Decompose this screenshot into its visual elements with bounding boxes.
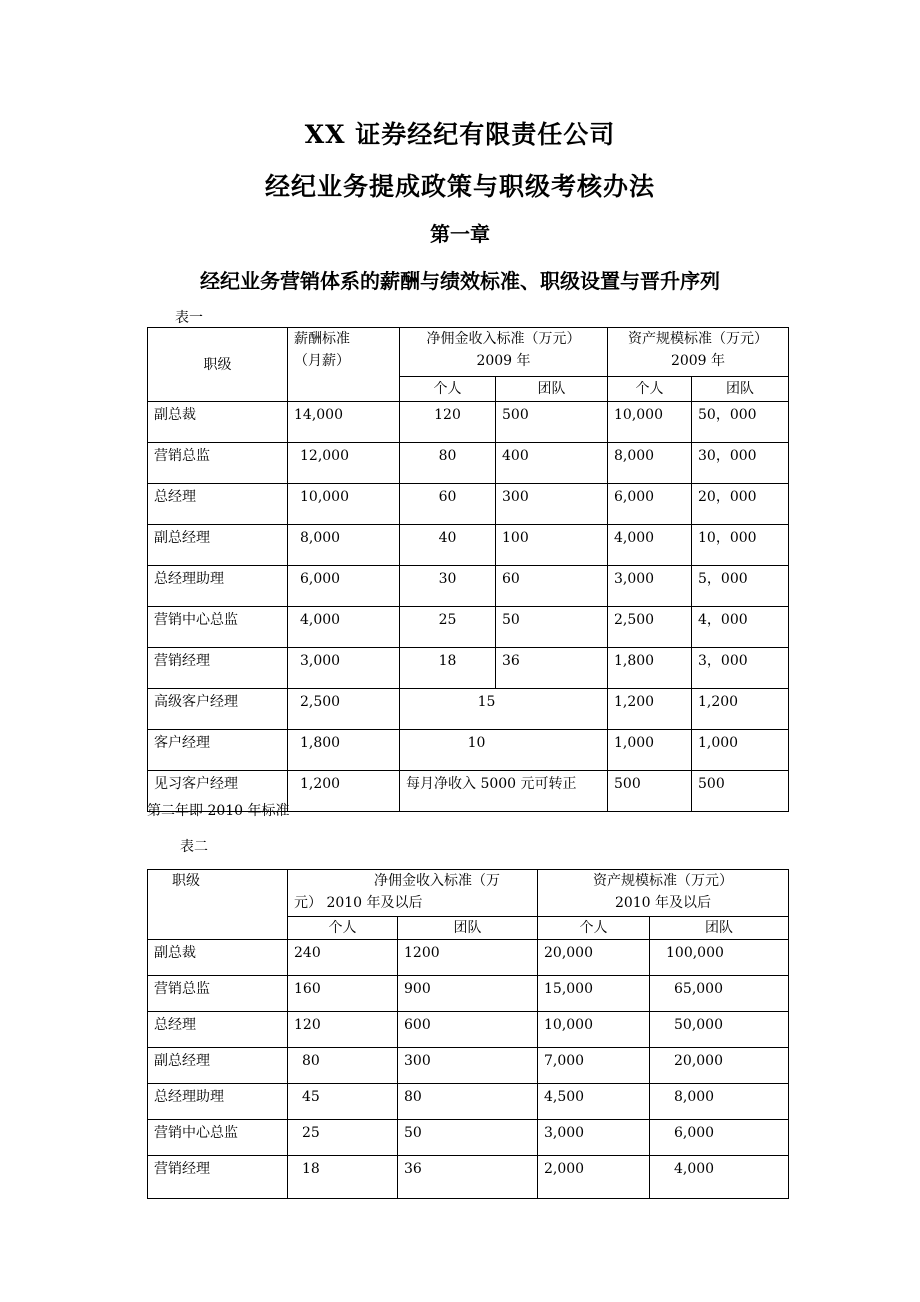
comm-team-cell: 600 [398,1012,538,1048]
asset-team-cell: 65,000 [650,976,789,1012]
comm-personal-cell: 160 [288,976,398,1012]
table-row [148,607,789,648]
comm-personal-cell: 120 [400,402,496,443]
table1-header-asset-line1: 资产规模标准（万元） [628,331,768,347]
comm-personal-cell: 25 [400,607,496,648]
asset-personal-cell: 2,500 [608,607,692,648]
rank-cell: 副总裁 [148,402,288,443]
comm-personal-cell: 80 [400,443,496,484]
salary-cell: 14,000 [288,402,400,443]
commission-merged-cell: 每月净收入 5000 元可转正 [400,771,608,812]
table-row [148,443,789,484]
rank-cell: 副总裁 [148,940,288,976]
table-row [148,484,789,525]
commission-merged-cell: 15 [400,689,608,730]
asset-team-cell: 8,000 [650,1084,789,1120]
rank-cell: 客户经理 [148,730,288,771]
table1-footnote: 第二年即 2010 年标准 [147,803,290,819]
asset-team-cell: 500 [692,771,789,812]
rank-cell: 营销中心总监 [148,607,288,648]
comm-team-cell: 36 [398,1156,538,1199]
table1-header-rank: 职级 [148,328,288,402]
asset-personal-cell: 1,200 [608,689,692,730]
table1-header-asset [608,328,789,377]
table1-header-comm-personal: 个人 [400,377,496,402]
comm-personal-cell: 45 [288,1084,398,1120]
commission-merged-cell: 10 [400,730,608,771]
asset-personal-cell: 6,000 [608,484,692,525]
rank-cell: 副总经理 [148,1048,288,1084]
table-row [148,1048,789,1084]
comm-team-cell: 300 [398,1048,538,1084]
table-row [148,566,789,607]
table-row [148,402,789,443]
table2-header-asset-team: 团队 [650,917,789,940]
comm-team-cell: 500 [496,402,608,443]
table-row [148,525,789,566]
rank-cell: 营销中心总监 [148,1120,288,1156]
table-row [148,648,789,689]
table2-header-comm-team: 团队 [398,917,538,940]
table-row [148,730,789,771]
table2-header-rank: 职级 [148,870,288,940]
rank-cell: 总经理 [148,1012,288,1048]
table2-header-commission [288,870,538,917]
asset-personal-cell: 1,000 [608,730,692,771]
table2-header-asset-line2: 2010 年及以后 [614,895,712,911]
salary-cell: 10,000 [288,484,400,525]
table2-header-commission-line2: 元） 2010 年及以后 [294,895,423,911]
rank-cell: 见习客户经理 [148,771,288,812]
rank-cell: 营销总监 [148,976,288,1012]
table2-header-asset-line1: 资产规模标准（万元） [593,873,733,889]
rank-cell: 总经理 [148,484,288,525]
comm-team-cell: 50 [398,1120,538,1156]
salary-cell: 12,000 [288,443,400,484]
asset-personal-cell: 15,000 [538,976,650,1012]
rank-cell: 高级客户经理 [148,689,288,730]
asset-personal-cell: 4,000 [608,525,692,566]
table1-header-salary [288,328,400,402]
asset-personal-cell: 20,000 [538,940,650,976]
salary-cell: 2,500 [288,689,400,730]
table1-header-commission-line2: 2009 年 [476,353,531,369]
table-row [148,1156,789,1199]
asset-personal-cell: 8,000 [608,443,692,484]
table1-header-commission-line1: 净佣金收入标准（万元） [426,331,581,347]
asset-team-cell: 20，000 [692,484,789,525]
comm-team-cell: 300 [496,484,608,525]
table1-header-asset-team: 团队 [692,377,789,402]
asset-team-cell: 3，000 [692,648,789,689]
table-row [148,940,789,976]
comm-team-cell: 400 [496,443,608,484]
comm-team-cell: 1200 [398,940,538,976]
comm-team-cell: 80 [398,1084,538,1120]
asset-team-cell: 5，000 [692,566,789,607]
asset-team-cell: 6,000 [650,1120,789,1156]
comm-personal-cell: 18 [288,1156,398,1199]
table1-header-asset-line2: 2009 年 [670,353,726,369]
table-row [148,689,789,730]
comm-personal-cell: 25 [288,1120,398,1156]
salary-cell: 1,200 [288,771,400,812]
salary-cell: 1,800 [288,730,400,771]
asset-personal-cell: 4,500 [538,1084,650,1120]
asset-personal-cell: 10,000 [538,1012,650,1048]
rank-cell: 营销经理 [148,648,288,689]
table1-header-salary-line1: 薪酬标准 [294,331,350,347]
table1-header-salary-line2: （月薪） [294,353,350,369]
section-heading: 经纪业务营销体系的薪酬与绩效标准、职级设置与晋升序列 [200,269,720,293]
table2-header-asset-personal: 个人 [538,917,650,940]
table2-header-comm-personal: 个人 [288,917,398,940]
asset-personal-cell: 7,000 [538,1048,650,1084]
asset-team-cell: 100,000 [650,940,789,976]
asset-personal-cell: 3,000 [608,566,692,607]
asset-personal-cell: 500 [608,771,692,812]
table2-caption: 表二 [180,839,208,855]
table-row [148,1012,789,1048]
rank-cell: 营销经理 [148,1156,288,1199]
comm-personal-cell: 40 [400,525,496,566]
table2-header-commission-line1: 净佣金收入标准（万 [374,873,500,889]
table1-header-asset-personal: 个人 [608,377,692,402]
comm-team-cell: 100 [496,525,608,566]
comm-personal-cell: 18 [400,648,496,689]
comm-personal-cell: 80 [288,1048,398,1084]
asset-team-cell: 1,000 [692,730,789,771]
comm-personal-cell: 30 [400,566,496,607]
chapter-heading: 第一章 [430,222,490,246]
table1-header-commission [400,328,608,377]
asset-personal-cell: 2,000 [538,1156,650,1199]
rank-cell: 总经理助理 [148,1084,288,1120]
asset-team-cell: 20,000 [650,1048,789,1084]
comm-personal-cell: 240 [288,940,398,976]
comm-team-cell: 36 [496,648,608,689]
comm-team-cell: 50 [496,607,608,648]
asset-personal-cell: 10,000 [608,402,692,443]
salary-cell: 4,000 [288,607,400,648]
table-row [148,976,789,1012]
asset-team-cell: 30，000 [692,443,789,484]
salary-cell: 6,000 [288,566,400,607]
table1-header-comm-team: 团队 [496,377,608,402]
comm-team-cell: 900 [398,976,538,1012]
asset-team-cell: 1,200 [692,689,789,730]
asset-team-cell: 4,000 [650,1156,789,1199]
rank-cell: 副总经理 [148,525,288,566]
table1 [147,327,789,812]
table-row [148,1120,789,1156]
table-row [148,1084,789,1120]
rank-cell: 总经理助理 [148,566,288,607]
asset-team-cell: 50，000 [692,402,789,443]
asset-team-cell: 4，000 [692,607,789,648]
comm-personal-cell: 60 [400,484,496,525]
document-title: XX 证券经纪有限责任公司 [304,120,616,149]
asset-team-cell: 50,000 [650,1012,789,1048]
table2-header-asset [538,870,789,917]
salary-cell: 3,000 [288,648,400,689]
asset-personal-cell: 1,800 [608,648,692,689]
document-subtitle: 经纪业务提成政策与职级考核办法 [264,172,655,201]
table2 [147,869,789,1199]
asset-personal-cell: 3,000 [538,1120,650,1156]
salary-cell: 8,000 [288,525,400,566]
rank-cell: 营销总监 [148,443,288,484]
comm-personal-cell: 120 [288,1012,398,1048]
comm-team-cell: 60 [496,566,608,607]
asset-team-cell: 10，000 [692,525,789,566]
table1-caption: 表一 [175,310,203,326]
